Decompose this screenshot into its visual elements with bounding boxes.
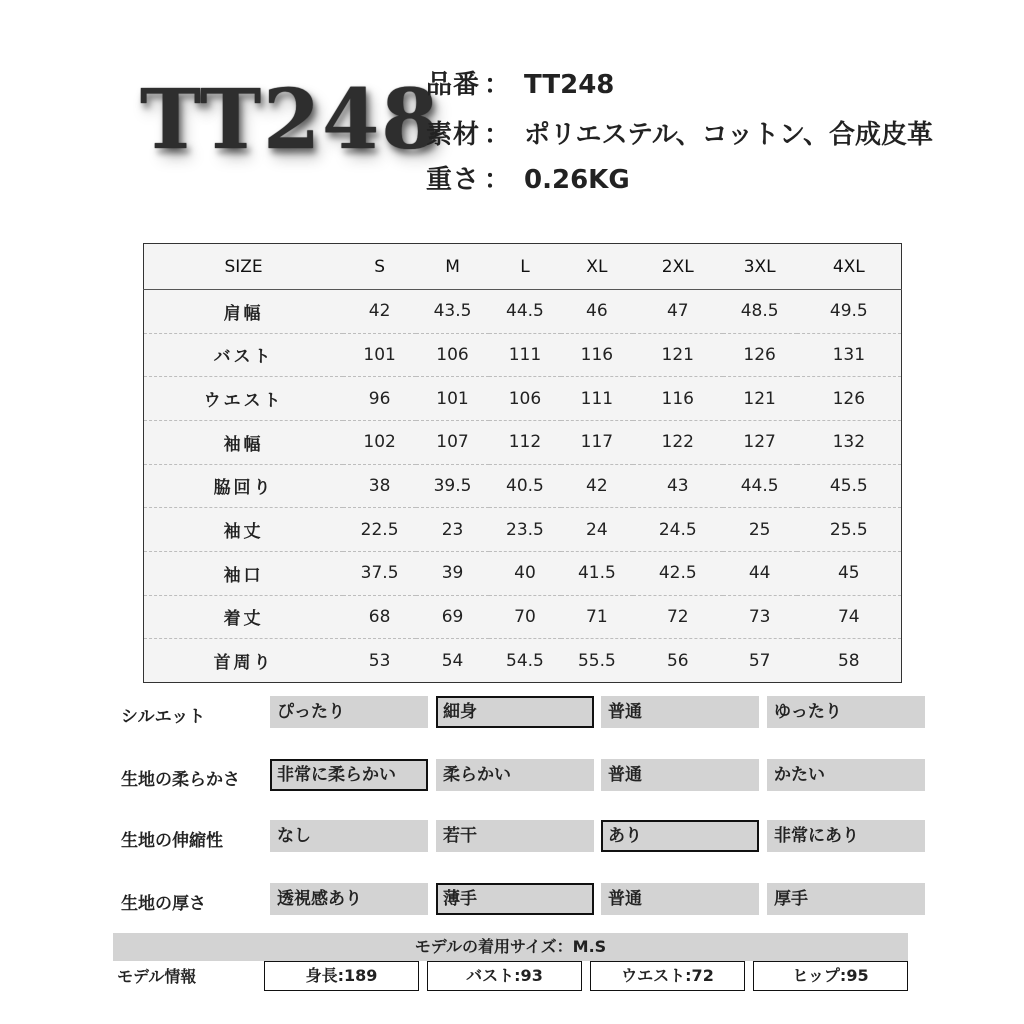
size-cell: 45: [797, 551, 902, 595]
size-row: [144, 639, 902, 683]
attribute-option: 普通: [601, 696, 759, 728]
size-cell: 43: [633, 464, 723, 508]
size-cell: 46: [561, 290, 633, 334]
attribute-option: 普通: [601, 883, 759, 915]
attribute-label: 生地の伸縮性: [121, 831, 223, 851]
size-row-label: 袖幅: [144, 420, 344, 464]
size-cell: 96: [343, 377, 416, 421]
attribute-option: 非常にあり: [767, 820, 925, 852]
size-header-xl: XL: [561, 244, 633, 290]
size-cell: 54: [441, 650, 464, 671]
size-header-3xl: 3XL: [723, 244, 797, 290]
attribute-option-selected: 薄手: [436, 883, 594, 915]
size-cell: 73: [723, 595, 797, 639]
size-cell: 106: [416, 333, 489, 377]
size-cell: 54.5: [506, 650, 544, 671]
attribute-option-selected: あり: [601, 820, 759, 852]
info-key: 素材: [426, 120, 481, 150]
size-row: [144, 290, 902, 334]
size-cell: 23: [416, 508, 489, 552]
size-row: [144, 377, 902, 421]
attribute-option: かたい: [767, 759, 925, 791]
size-row: [144, 595, 902, 639]
info-separator: ：: [484, 165, 511, 195]
model-height: 身長:189: [264, 961, 419, 991]
size-cell: 45.5: [797, 464, 902, 508]
size-cell: 122: [633, 420, 723, 464]
size-cell: 101: [416, 377, 489, 421]
weight-value: 0.26KG: [524, 165, 630, 195]
size-cell: 58: [837, 650, 860, 671]
size-cell: 57: [748, 650, 771, 671]
size-cell: 116: [633, 377, 723, 421]
size-cell: 56: [666, 650, 689, 671]
attribute-option: 厚手: [767, 883, 925, 915]
size-row: [144, 551, 902, 595]
attribute-option-selected: 非常に柔らかい: [270, 759, 428, 791]
size-cell: 44.5: [489, 290, 561, 334]
model-size-note: モデルの着用サイズ：M.S: [113, 933, 908, 961]
attribute-label: 生地の厚さ: [121, 894, 206, 914]
size-cell: 43.5: [416, 290, 489, 334]
attribute-label: 生地の柔らかさ: [121, 770, 240, 790]
size-cell: 44.5: [723, 464, 797, 508]
size-cell: 116: [561, 333, 633, 377]
size-chart-table: [143, 243, 902, 683]
attribute-option: 透視感あり: [270, 883, 428, 915]
material-value: ポリエステル、コットン、合成皮革: [524, 120, 934, 150]
size-row: [144, 333, 902, 377]
size-header-l: L: [489, 244, 561, 290]
size-row-label: ウエスト: [144, 377, 344, 421]
size-header-s: S: [343, 244, 416, 290]
size-cell: 132: [797, 420, 902, 464]
size-cell: 22.5: [343, 508, 416, 552]
size-row: [144, 464, 902, 508]
size-cell: 71: [561, 595, 633, 639]
size-cell: 126: [723, 333, 797, 377]
size-cell: 39: [416, 551, 489, 595]
size-cell: 121: [633, 333, 723, 377]
size-cell: 121: [723, 377, 797, 421]
size-cell: 23.5: [489, 508, 561, 552]
model-hip: ヒップ:95: [753, 961, 908, 991]
size-cell: 25.5: [797, 508, 902, 552]
size-cell: 106: [489, 377, 561, 421]
info-separator: ：: [484, 120, 511, 150]
size-cell: 102: [343, 420, 416, 464]
size-cell: 74: [797, 595, 902, 639]
size-cell: 42.5: [633, 551, 723, 595]
size-header-m: M: [416, 244, 489, 290]
size-row-label: 脇回り: [144, 464, 344, 508]
size-cell: 40: [489, 551, 561, 595]
info-key: 品番: [426, 70, 481, 100]
size-cell: 44: [723, 551, 797, 595]
size-cell: 49.5: [797, 290, 902, 334]
attribute-option: 普通: [601, 759, 759, 791]
size-header-row: [144, 244, 902, 290]
size-row-label: バスト: [144, 333, 344, 377]
product-logo: TT248: [140, 72, 441, 168]
size-cell: 68: [343, 595, 416, 639]
size-cell: 111: [561, 377, 633, 421]
model-bust: バスト:93: [427, 961, 582, 991]
info-separator: ：: [484, 70, 511, 100]
model-waist: ウエスト:72: [590, 961, 745, 991]
size-cell: 40.5: [489, 464, 561, 508]
size-row-label: 袖口: [144, 551, 344, 595]
attribute-label: シルエット: [121, 707, 206, 727]
size-cell: 117: [561, 420, 633, 464]
size-header-label: SIZE: [144, 244, 344, 290]
size-row: [144, 508, 902, 552]
attribute-option: ゆったり: [767, 696, 925, 728]
size-cell: 107: [416, 420, 489, 464]
material-line: [426, 114, 933, 151]
attribute-option: 若干: [436, 820, 594, 852]
size-cell: 48.5: [723, 290, 797, 334]
size-cell: 111: [489, 333, 561, 377]
size-cell: 41.5: [561, 551, 633, 595]
size-cell: 55.5: [577, 650, 616, 671]
product-number-line: [426, 64, 614, 101]
size-cell: 69: [416, 595, 489, 639]
size-cell: 24.5: [633, 508, 723, 552]
size-row-label: 袖丈: [144, 508, 344, 552]
attribute-option: ぴったり: [270, 696, 428, 728]
product-number-value: TT248: [524, 70, 615, 100]
size-header-4xl: 4XL: [797, 244, 902, 290]
size-cell: 127: [723, 420, 797, 464]
size-cell: 72: [633, 595, 723, 639]
attribute-option: なし: [270, 820, 428, 852]
size-cell: 37.5: [343, 551, 416, 595]
size-row-label: 着丈: [144, 595, 344, 639]
attribute-option: 柔らかい: [436, 759, 594, 791]
size-cell: 47: [633, 290, 723, 334]
size-cell: 70: [489, 595, 561, 639]
size-cell: 131: [797, 333, 902, 377]
size-row-label: 肩幅: [144, 290, 344, 334]
model-info-label: モデル情報: [117, 967, 197, 986]
size-cell: 39.5: [416, 464, 489, 508]
info-key: 重さ: [426, 165, 481, 195]
size-cell: 126: [797, 377, 902, 421]
size-row-label: 首周り: [213, 653, 274, 674]
attribute-option-selected: 細身: [436, 696, 594, 728]
size-cell: 24: [561, 508, 633, 552]
size-cell: 42: [561, 464, 633, 508]
size-cell: 25: [723, 508, 797, 552]
size-cell: 42: [343, 290, 416, 334]
size-cell: 101: [343, 333, 416, 377]
size-row: [144, 420, 902, 464]
size-header-2xl: 2XL: [633, 244, 723, 290]
size-cell: 53: [368, 650, 391, 671]
weight-line: [426, 159, 630, 196]
size-cell: 112: [489, 420, 561, 464]
size-cell: 38: [343, 464, 416, 508]
